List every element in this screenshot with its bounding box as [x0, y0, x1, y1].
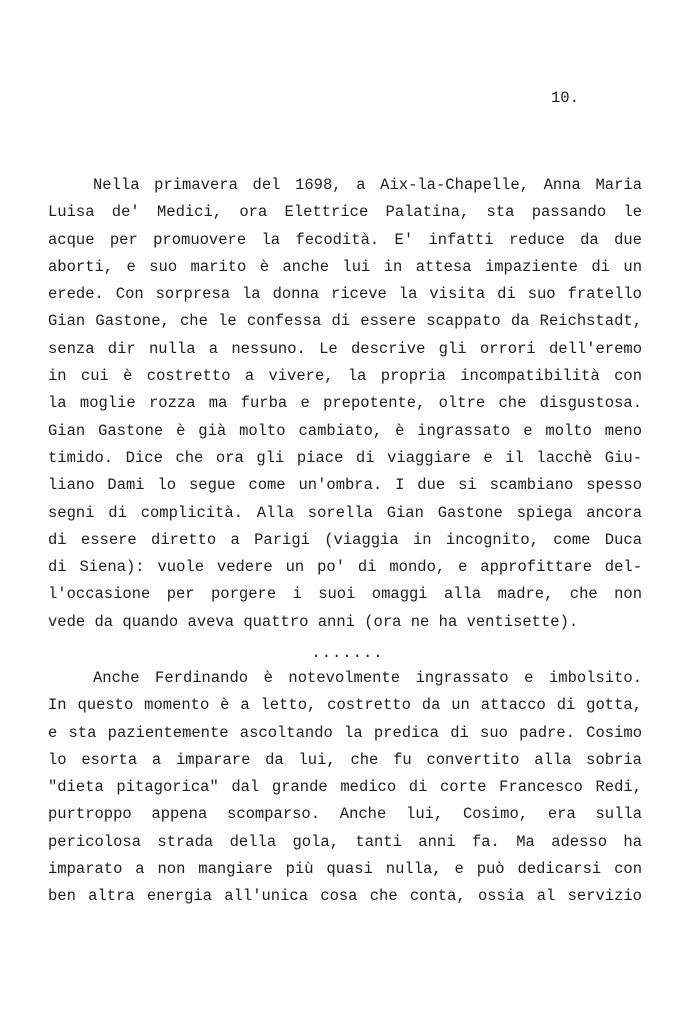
paragraph-line: ben altra energia all'unica cosa che conta, ossia al servizio — [48, 887, 642, 906]
paragraph-line: lo esorta a imparare da lui, che fu convertito alla sobria — [48, 750, 642, 769]
paragraph-line: di essere diretto a Parigi (viaggia in incognito, come Duca — [48, 530, 642, 549]
paragraph-line: Luisa de' Medici, ora Elettrice Palatina, sta passando le — [48, 203, 642, 222]
paragraph-line: In questo momento è a letto, costretto da un attacco di gotta, — [48, 696, 642, 715]
paragraph-line: senza dir nulla a nessuno. Le descrive gli orrori dell'eremo — [48, 339, 642, 358]
paragraph-line: acque per promuovere la fecodità. E' infatti reduce da due — [48, 230, 642, 249]
paragraph-line: imparato a non mangiare più quasi nulla, e può dedicarsi con — [48, 860, 642, 879]
paragraph-line: purtroppo appena scomparso. Anche lui, Cosimo, era sulla — [48, 805, 642, 824]
paragraph-line: segni di complicità. Alla sorella Gian Gastone spiega ancora — [48, 503, 642, 522]
paragraph-line: Gian Gastone è già molto cambiato, è ingrassato e molto meno — [48, 421, 642, 440]
paragraph-line: vede da quando aveva quattro anni (ora ne ha ventisette). — [48, 612, 579, 631]
paragraph-line: Nella primavera del 1698, a Aix-la-Chapelle, Anna Maria — [93, 176, 642, 194]
paragraph-line: Gian Gastone, che le confessa di essere scappato da Reichstadt, — [48, 312, 642, 331]
paragraph-line: l'occasione per porgere i suoi omaggi alla madre, che non — [48, 585, 642, 604]
paragraph-line: aborti, e suo marito è anche lui in attesa impaziente di un — [48, 257, 642, 276]
page-number: 10. — [551, 89, 579, 107]
paragraph-1 — [48, 172, 642, 636]
section-separator: ....... — [311, 644, 384, 662]
paragraph-line: timido. Dice che ora gli piace di viaggiare e il lacchè Giu- — [48, 448, 642, 467]
paragraph-line: la moglie rozza ma furba e prepotente, oltre che disgustosa. — [48, 394, 642, 413]
paragraph-line: liano Dami lo segue come un'ombra. I due si scambiano spesso — [48, 476, 642, 495]
paragraph-line: in cui è costretto a vivere, la propria incompatibilità con — [48, 367, 642, 386]
paragraph-line: e sta pazientemente ascoltando la predica di suo padre. Cosimo — [48, 723, 642, 742]
paragraph-line: di Siena): vuole vedere un po' di mondo, e approfittare del- — [48, 558, 642, 577]
paragraph-line: Anche Ferdinando è notevolmente ingrassato e imbolsito. — [93, 669, 642, 687]
paragraph-line: pericolosa strada della gola, tanti anni fa. Ma adesso ha — [48, 832, 642, 851]
paragraph-line: erede. Con sorpresa la donna riceve la visita di suo fratello — [48, 285, 642, 304]
paragraph-2 — [48, 665, 642, 911]
paragraph-line: "dieta pitagorica" dal grande medico di corte Francesco Redi, — [48, 778, 642, 797]
